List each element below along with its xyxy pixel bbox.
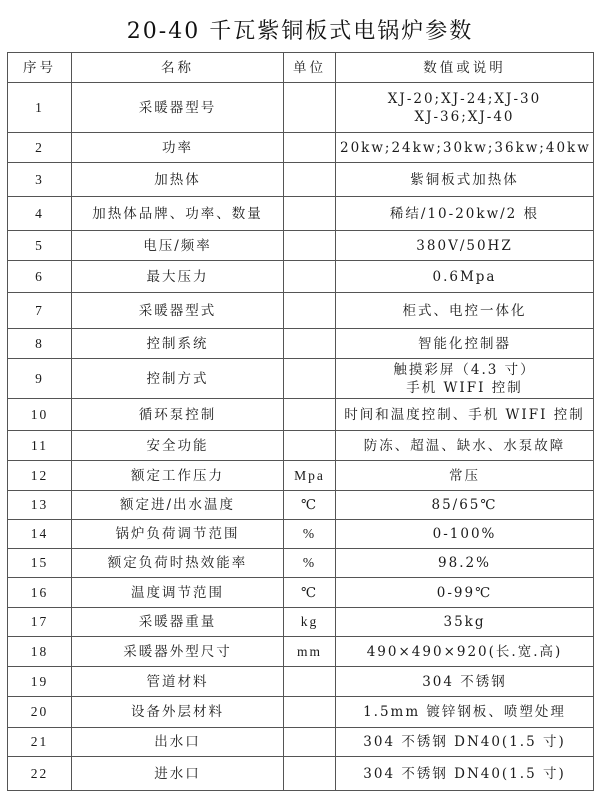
- value-line: 手机 WIFI 控制: [406, 379, 523, 396]
- cell-value: [336, 637, 594, 667]
- table-row: [8, 197, 594, 231]
- table-row: [8, 329, 594, 359]
- cell-value: [336, 261, 594, 293]
- table-row: [8, 461, 594, 491]
- cell-no: 10: [8, 399, 72, 431]
- table-row: [8, 261, 594, 293]
- cell-unit: [284, 163, 336, 197]
- cell-name: 最大压力: [72, 261, 284, 293]
- cell-unit: kg: [284, 608, 336, 637]
- cell-unit: [284, 728, 336, 757]
- cell-no: 11: [8, 431, 72, 461]
- cell-unit: [284, 667, 336, 697]
- table-row: [8, 163, 594, 197]
- cell-name: 管道材料: [72, 667, 284, 697]
- cell-name: 出水口: [72, 728, 284, 757]
- cell-value: [336, 578, 594, 608]
- cell-unit: [284, 261, 336, 293]
- cell-unit: [284, 757, 336, 791]
- value-line: 0-100%: [432, 526, 497, 542]
- cell-name: 采暖器重量: [72, 608, 284, 637]
- cell-unit: Mpa: [284, 461, 336, 491]
- header-unit: 单位: [284, 53, 336, 83]
- document-title: 20-40 千瓦紫铜板式电锅炉参数: [126, 19, 474, 44]
- value-line: 常压: [449, 467, 480, 484]
- table-row: [8, 293, 594, 329]
- cell-no: 6: [8, 261, 72, 293]
- table-row: [8, 133, 594, 163]
- cell-name: 额定工作压力: [72, 461, 284, 491]
- value-line: 304 不锈钢 DN40(1.5 寸): [363, 734, 566, 750]
- cell-value: [336, 491, 594, 520]
- cell-unit: [284, 293, 336, 329]
- cell-value: [336, 667, 594, 697]
- value-line: 0-99℃: [436, 584, 493, 601]
- cell-unit: [284, 431, 336, 461]
- cell-no: 17: [8, 608, 72, 637]
- cell-no: 4: [8, 197, 72, 231]
- cell-name: 循环泵控制: [72, 399, 284, 431]
- value-line: XJ-36;XJ-40: [414, 108, 515, 125]
- cell-value: [336, 163, 594, 197]
- cell-value: [336, 133, 594, 163]
- table-row: [8, 520, 594, 549]
- table-row: [8, 697, 594, 728]
- value-line: 490×490×920(长.宽.高): [366, 643, 563, 660]
- cell-value: [336, 231, 594, 261]
- cell-name: 设备外层材料: [72, 697, 284, 728]
- value-line: 98.2%: [438, 555, 491, 571]
- value-line: XJ-20;XJ-24;XJ-30: [387, 90, 542, 107]
- cell-no: 20: [8, 697, 72, 728]
- table-row: [8, 359, 594, 399]
- cell-no: 14: [8, 520, 72, 549]
- table-row: [8, 728, 594, 757]
- cell-unit: [284, 231, 336, 261]
- table-row: [8, 431, 594, 461]
- cell-unit: [284, 697, 336, 728]
- cell-value: [336, 728, 594, 757]
- cell-no: 15: [8, 549, 72, 578]
- table-row: [8, 231, 594, 261]
- cell-value: [336, 757, 594, 791]
- cell-name: 采暖器型号: [72, 83, 284, 133]
- value-line: 35kg: [443, 614, 486, 630]
- cell-no: 19: [8, 667, 72, 697]
- cell-unit: [284, 399, 336, 431]
- cell-unit: %: [284, 520, 336, 549]
- cell-value: [336, 549, 594, 578]
- cell-name: 额定进/出水温度: [72, 491, 284, 520]
- cell-value: [336, 608, 594, 637]
- value-line: 304 不锈钢 DN40(1.5 寸): [363, 765, 566, 782]
- table-row: [8, 637, 594, 667]
- value-line: 防冻、超温、缺水、水泵故障: [363, 437, 566, 454]
- cell-no: 3: [8, 163, 72, 197]
- cell-name: 功率: [72, 133, 284, 163]
- value-line: 智能化控制器: [418, 335, 511, 352]
- cell-value: [336, 329, 594, 359]
- table-row: [8, 399, 594, 431]
- cell-name: 进水口: [72, 757, 284, 791]
- table-row: [8, 549, 594, 578]
- cell-no: 8: [8, 329, 72, 359]
- cell-unit: mm: [284, 637, 336, 667]
- cell-value: [336, 461, 594, 491]
- cell-name: 加热体: [72, 163, 284, 197]
- cell-value: [336, 293, 594, 329]
- cell-no: 13: [8, 491, 72, 520]
- cell-name: 采暖器型式: [72, 293, 284, 329]
- cell-value: [336, 197, 594, 231]
- value-line: 304 不锈钢: [422, 673, 507, 690]
- value-line: 0.6Mpa: [432, 268, 497, 285]
- cell-unit: [284, 329, 336, 359]
- table-row: [8, 608, 594, 637]
- table-body: [8, 83, 594, 791]
- cell-no: 2: [8, 133, 72, 163]
- table-row: [8, 667, 594, 697]
- header-no: 序号: [8, 53, 72, 83]
- cell-unit: [284, 83, 336, 133]
- value-line: 触摸彩屏（4.3 寸）: [393, 361, 536, 378]
- cell-no: 16: [8, 578, 72, 608]
- cell-name: 额定负荷时热效能率: [72, 549, 284, 578]
- cell-name: 控制方式: [72, 359, 284, 399]
- value-line: 柜式、电控一体化: [402, 302, 527, 319]
- cell-name: 控制系统: [72, 329, 284, 359]
- value-line: 紫铜板式加热体: [410, 171, 519, 188]
- value-line: 1.5mm 镀锌钢板、喷塑处理: [363, 704, 566, 720]
- header-value: 数值或说明: [336, 53, 594, 83]
- cell-name: 安全功能: [72, 431, 284, 461]
- cell-value: [336, 83, 594, 133]
- value-line: 稀结/10-20kw/2 根: [389, 205, 540, 222]
- cell-no: 21: [8, 728, 72, 757]
- cell-no: 1: [8, 83, 72, 133]
- cell-name: 采暖器外型尺寸: [72, 637, 284, 667]
- cell-no: 12: [8, 461, 72, 491]
- value-line: 20kw;24kw;30kw;36kw;40kw: [340, 139, 591, 156]
- value-line: 时间和温度控制、手机 WIFI 控制: [344, 406, 585, 423]
- cell-unit: [284, 133, 336, 163]
- cell-name: 电压/频率: [72, 231, 284, 261]
- table-row: [8, 578, 594, 608]
- cell-no: 7: [8, 293, 72, 329]
- value-line: 85/65℃: [431, 497, 498, 513]
- cell-unit: ℃: [284, 578, 336, 608]
- cell-no: 22: [8, 757, 72, 791]
- table-row: [8, 491, 594, 520]
- cell-no: 5: [8, 231, 72, 261]
- cell-value: [336, 359, 594, 399]
- spec-table: [7, 52, 594, 791]
- header-name: 名称: [72, 53, 284, 83]
- cell-unit: %: [284, 549, 336, 578]
- cell-unit: [284, 359, 336, 399]
- cell-no: 9: [8, 359, 72, 399]
- cell-value: [336, 431, 594, 461]
- table-row: [8, 83, 594, 133]
- cell-value: [336, 697, 594, 728]
- value-line: 380V/50HZ: [416, 237, 513, 254]
- table-header-row: [8, 53, 594, 83]
- cell-value: [336, 399, 594, 431]
- cell-unit: [284, 197, 336, 231]
- cell-value: [336, 520, 594, 549]
- cell-unit: ℃: [284, 491, 336, 520]
- cell-name: 锅炉负荷调节范围: [72, 520, 284, 549]
- cell-name: 加热体品牌、功率、数量: [72, 197, 284, 231]
- table-row: [8, 757, 594, 791]
- cell-name: 温度调节范围: [72, 578, 284, 608]
- cell-no: 18: [8, 637, 72, 667]
